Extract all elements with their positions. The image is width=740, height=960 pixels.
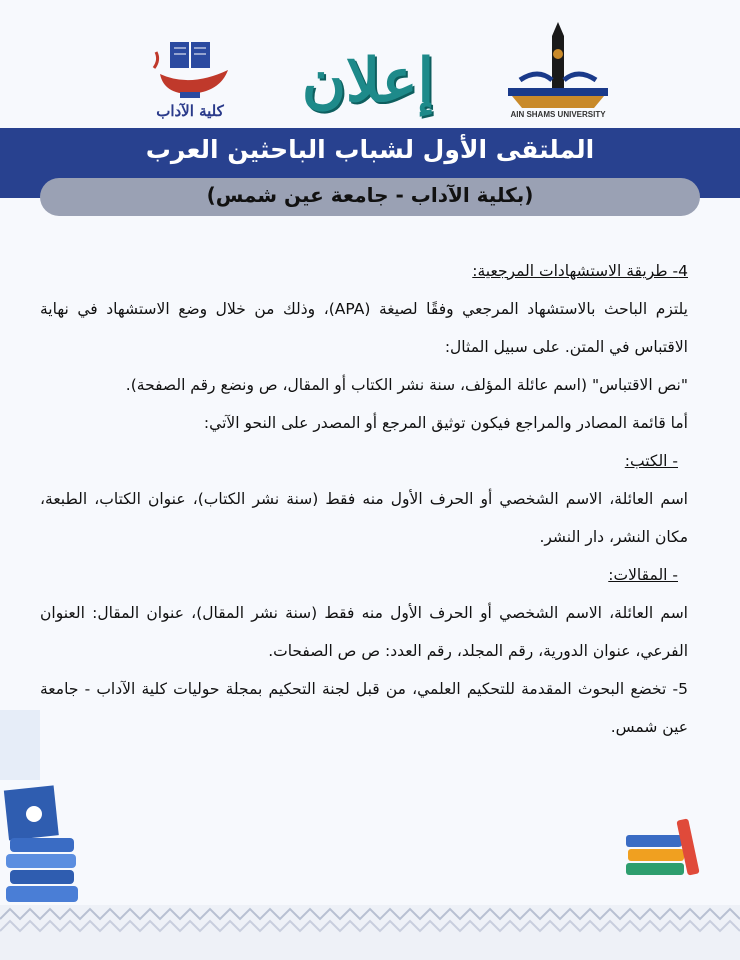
decorative-border [0, 905, 740, 960]
faculty-of-arts-logo [140, 38, 240, 130]
references-intro: أما قائمة المصادر والمراجع فيكون توثيق المرجع أو المصدر على النحو الآتي: [203, 414, 688, 432]
books-format: اسم العائلة، الاسم الشخصي أو الحرف الأول منه فقط (سنة نشر الكتاب)، عنوان الكتاب، الطبعة، مكان النشر، دار النشر. [40, 490, 688, 546]
citation-example: "نص الاقتباس" (اسم عائلة المؤلف، سنة نشر الكتاب أو المقال، ص ونضع رقم الصفحة). [125, 376, 688, 394]
university-logo-text: AIN SHAMS UNIVERSITY [510, 110, 606, 119]
apa-paragraph: يلتزم الباحث بالاستشهاد المرجعي وفقًا لصيغة (APA)، وذلك من خلال وضع الاستشهاد في نهاية الاقتباس في المتن. على سبيل المثال: [40, 300, 689, 356]
articles-format: اسم العائلة، الاسم الشخصي أو الحرف الأول منه فقط (سنة نشر المقال)، عنوان المقال: العنوان الفرعي، عنوان الدورية، رقم المجلد، رقم العدد: ص ص الصفحات. [40, 604, 688, 660]
announcement-logo [288, 38, 448, 124]
books-stack-decoration [0, 710, 90, 920]
page-title: الملتقى الأول لشباب الباحثين العرب [145, 135, 595, 164]
faculty-logo-text: كلية الآداب [156, 102, 224, 120]
ain-shams-university-logo [498, 18, 618, 126]
page-subtitle: (بكلية الآداب - جامعة عين شمس) [206, 183, 534, 207]
announcement-word: إعلان [301, 46, 435, 116]
articles-label: - المقالات: [608, 566, 678, 584]
books-label: - الكتب: [624, 452, 678, 470]
item5-text: 5- تخضع البحوث المقدمة للتحكيم العلمي، من قبل لجنة التحكيم بمجلة حوليات كلية الآداب - جامعة عين شمس. [40, 680, 688, 736]
books-decoration-right [620, 815, 710, 885]
item4-heading: 4- طريقة الاستشهادات المرجعية: [472, 262, 688, 280]
body-content [40, 252, 688, 746]
